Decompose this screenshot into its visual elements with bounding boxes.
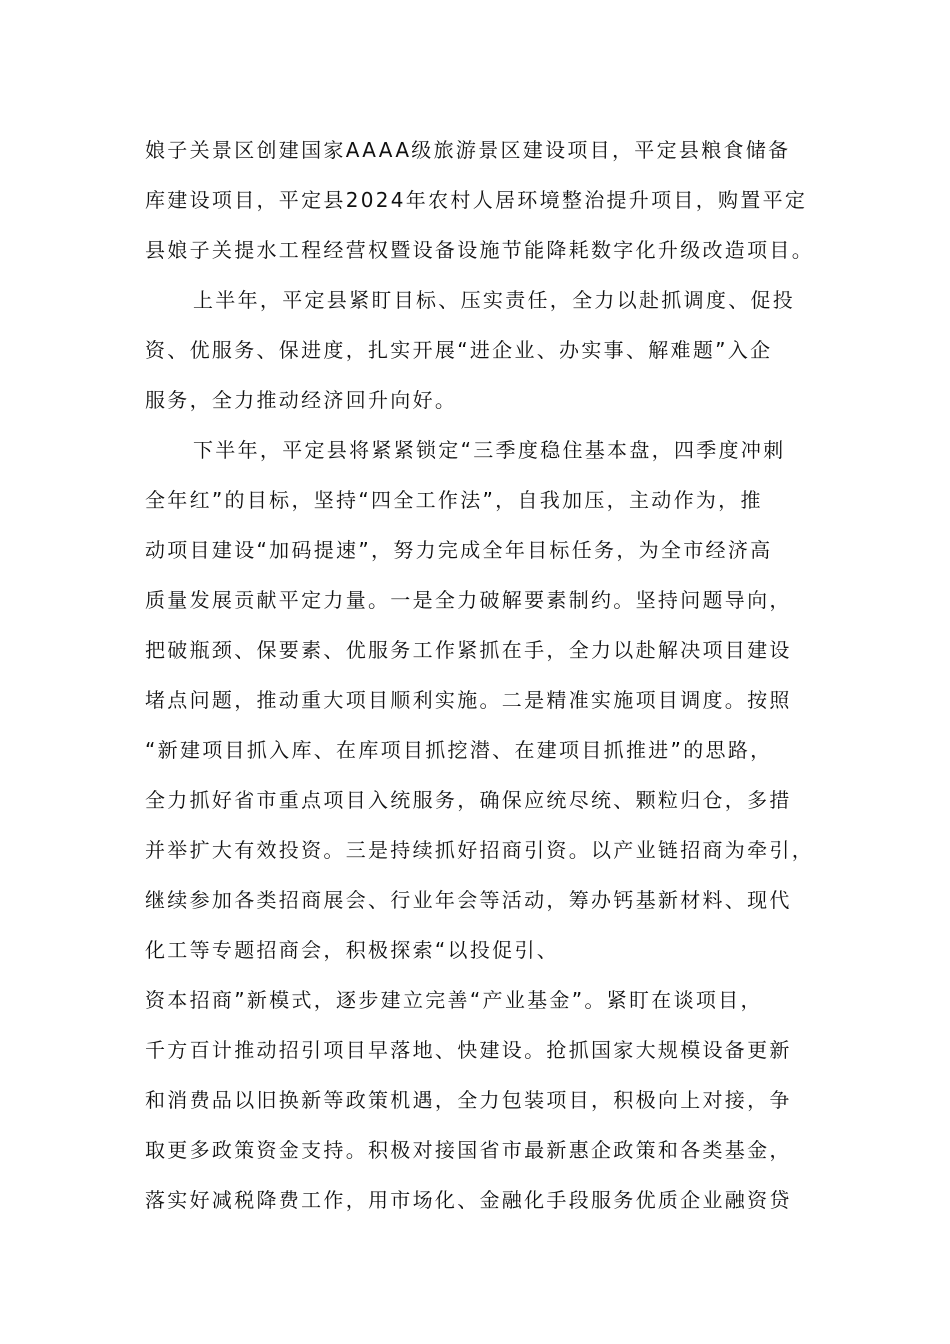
text-line: 把破瓶颈、保要素、优服务工作紧抓在手，全力以赴解决项目建设: [145, 638, 792, 662]
text-line: 化工等专题招商会，积极探索“以投促引、: [145, 938, 560, 962]
text-line: 资本招商”新模式，逐步建立完善“产业基金”。紧盯在谈项目，: [145, 988, 763, 1012]
text-line: 堵点问题，推动重大项目顺利实施。二是精准实施项目调度。按照: [145, 688, 792, 712]
text-line: 落实好减税降费工作，用市场化、金融化手段服务优质企业融资贷: [145, 1188, 792, 1212]
text-line: 全年红”的目标，坚持“四全工作法”，自我加压，主动作为，推: [145, 488, 763, 512]
paragraph-first-line: 上半年，平定县紧盯目标、压实责任，全力以赴抓调度、促投: [193, 288, 796, 312]
text-line: 千方百计推动招引项目早落地、快建设。抢抓国家大规模设备更新: [145, 1038, 792, 1062]
text-line: 全力抓好省市重点项目入统服务，确保应统尽统、颗粒归仓，多措: [145, 788, 792, 812]
text-line: 继续参加各类招商展会、行业年会等活动，筹办钙基新材料、现代: [145, 888, 792, 912]
text-line: “新建项目抓入库、在库项目抓挖潜、在建项目抓推进”的思路，: [145, 738, 773, 762]
text-line: 并举扩大有效投资。三是持续抓好招商引资。以产业链招商为牵引，: [145, 838, 814, 862]
text-line: 服务，全力推动经济回升向好。: [145, 388, 458, 412]
paragraph-first-line: 下半年，平定县将紧紧锁定“三季度稳住基本盘，四季度冲刺: [193, 438, 786, 462]
text-line: 资、优服务、保进度，扎实开展“进企业、办实事、解难题”入企: [145, 338, 773, 362]
text-line: 取更多政策资金支持。积极对接国省市最新惠企政策和各类基金，: [145, 1138, 792, 1162]
text-line: 库建设项目，平定县2024年农村人居环境整治提升项目，购置平定: [145, 188, 808, 212]
text-line: 和消费品以旧换新等政策机遇，全力包装项目，积极向上对接，争: [145, 1088, 792, 1112]
text-line: 质量发展贡献平定力量。一是全力破解要素制约。坚持问题导向，: [145, 588, 792, 612]
text-line: 县娘子关提水工程经营权暨设备设施节能降耗数字化升级改造项目。: [145, 238, 814, 262]
text-line: 动项目建设“加码提速”，努力完成全年目标任务，为全市经济高: [145, 538, 773, 562]
text-line: 娘子关景区创建国家AAAA级旅游景区建设项目，平定县粮食储备: [145, 138, 791, 162]
